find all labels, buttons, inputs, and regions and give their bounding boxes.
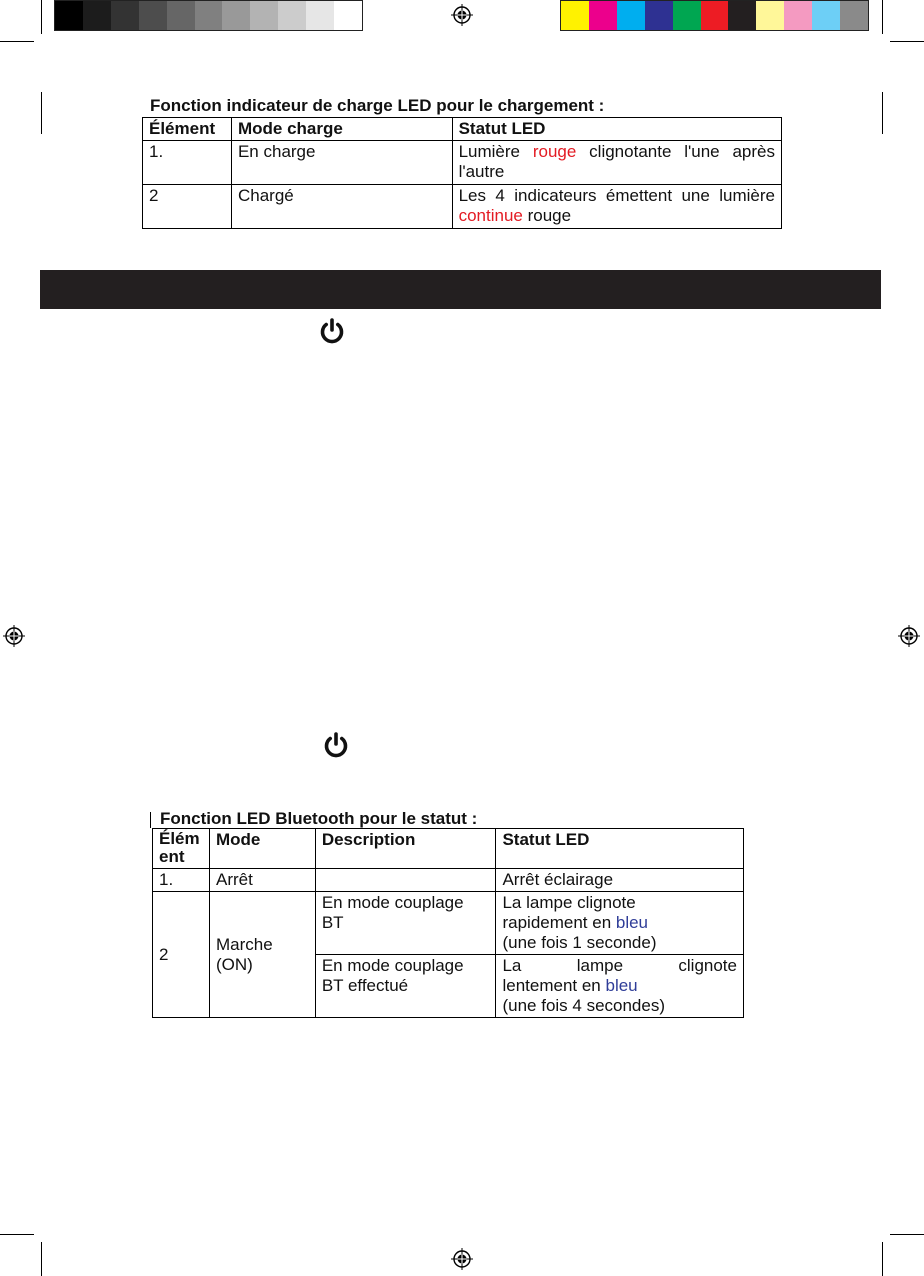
registration-mark-icon [898, 625, 920, 647]
color-swatch [840, 1, 868, 30]
color-swatch [756, 1, 784, 30]
registration-mark-icon [451, 1248, 473, 1270]
highlight-text: rouge [532, 142, 577, 161]
grayscale-calibration-bar [54, 0, 363, 31]
highlight-text: bleu [615, 913, 649, 932]
gray-swatch [334, 1, 362, 30]
gray-swatch [195, 1, 223, 30]
gray-swatch [306, 1, 334, 30]
color-swatch [617, 1, 645, 30]
color-swatch [645, 1, 673, 30]
section-header-bar [40, 270, 881, 309]
color-swatch [673, 1, 701, 30]
status-cell: Lumière rouge clignotante l'une après l'autre [452, 141, 781, 185]
bluetooth-led-table [152, 828, 744, 1018]
header-cell: Statut LED [452, 118, 781, 141]
power-icon [318, 317, 346, 345]
color-swatch [701, 1, 729, 30]
crop-mark [890, 1234, 924, 1235]
element-cell: 1. [143, 141, 232, 185]
crop-mark [0, 1234, 34, 1235]
mode-cell: En charge [231, 141, 452, 185]
table-row [143, 185, 782, 229]
table-row [153, 892, 744, 955]
table-header-row [143, 118, 782, 141]
header-cell: Élément [143, 118, 232, 141]
gray-swatch [167, 1, 195, 30]
description-cell: En mode couplage BT effectué [315, 955, 496, 1018]
header-cell: Statut LED [496, 829, 744, 869]
header-cell: Description [315, 829, 496, 869]
crop-mark [41, 1242, 42, 1276]
highlight-text: continue [458, 206, 523, 225]
highlight-text: bleu [605, 976, 638, 995]
mode-cell: Chargé [231, 185, 452, 229]
header-cell: Élém ent [153, 829, 210, 869]
gray-swatch [83, 1, 111, 30]
crop-mark [41, 0, 42, 34]
crop-mark [882, 0, 883, 34]
status-cell: Arrêt éclairage [496, 869, 744, 892]
header-cell: Mode [209, 829, 315, 869]
gray-swatch [55, 1, 83, 30]
mode-cell: Marche (ON) [209, 892, 315, 1018]
status-cell: La lampe clignote rapidement en bleu (une fois 1 seconde) [496, 892, 744, 955]
charge-table-title: Fonction indicateur de charge LED pour le chargement : [150, 96, 605, 115]
gray-swatch [222, 1, 250, 30]
element-cell: 2 [153, 892, 210, 1018]
crop-mark [0, 41, 34, 42]
mode-cell: Arrêt [209, 869, 315, 892]
color-swatch [561, 1, 589, 30]
registration-mark-icon [3, 625, 25, 647]
power-icon [322, 731, 350, 759]
title-left-rule [150, 812, 151, 828]
gray-swatch [111, 1, 139, 30]
crop-mark [890, 41, 924, 42]
bt-table-title: Fonction LED Bluetooth pour le statut : [160, 809, 478, 828]
gray-swatch [250, 1, 278, 30]
color-swatch [728, 1, 756, 30]
crop-mark [882, 92, 883, 134]
color-swatch [589, 1, 617, 30]
description-cell: En mode couplage BT [315, 892, 496, 955]
header-cell: Mode charge [231, 118, 452, 141]
table-header-row [153, 829, 744, 869]
status-cell: Les 4 indicateurs émettent une lumière continue rouge [452, 185, 781, 229]
color-swatch [812, 1, 840, 30]
crop-mark [41, 92, 42, 134]
description-cell [315, 869, 496, 892]
charge-led-table [142, 117, 782, 229]
element-cell: 1. [153, 869, 210, 892]
gray-swatch [278, 1, 306, 30]
status-cell: La lampe clignote lentement en bleu (une fois 4 secondes) [496, 955, 744, 1018]
crop-mark [882, 1242, 883, 1276]
color-calibration-bar [560, 0, 869, 31]
table-row [143, 141, 782, 185]
color-swatch [784, 1, 812, 30]
gray-swatch [139, 1, 167, 30]
registration-mark-icon [451, 4, 473, 26]
table-row [153, 869, 744, 892]
element-cell: 2 [143, 185, 232, 229]
